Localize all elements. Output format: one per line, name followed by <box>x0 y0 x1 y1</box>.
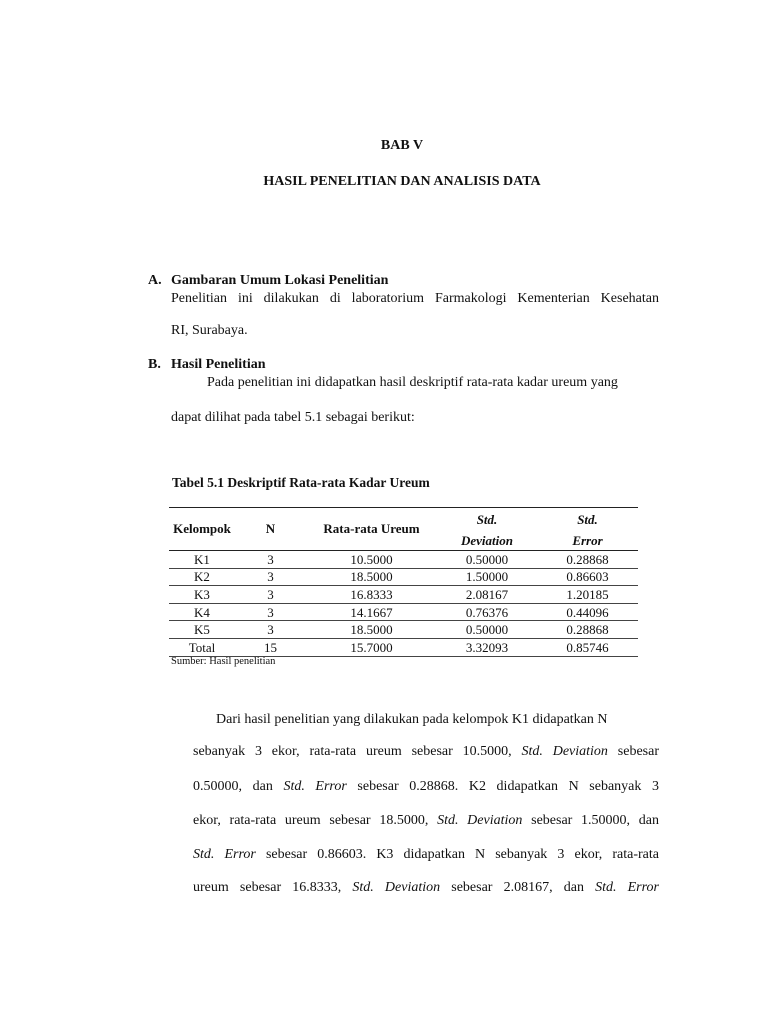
cell-kelompok: K4 <box>169 603 235 621</box>
header-mean: Rata-rata Ureum <box>323 521 420 536</box>
cell-n: 3 <box>235 551 306 569</box>
cell-std-dev: 0.50000 <box>437 621 537 639</box>
cell-std-dev: 3.32093 <box>437 638 537 656</box>
paragraph-line-3: 0.50000, dan Std. Error sebesar 0.28868. K2 didapatkan N sebanyak 3 <box>193 779 659 794</box>
cell-n: 3 <box>235 603 306 621</box>
table-caption: Tabel 5.1 Deskriptif Rata-rata Kadar Ureum <box>172 475 430 490</box>
header-std-dev-1: Std. <box>476 511 498 527</box>
cell-std-dev: 2.08167 <box>437 586 537 604</box>
cell-mean: 18.5000 <box>306 621 437 639</box>
section-a-line-2: RI, Surabaya. <box>171 323 248 338</box>
table-row <box>169 551 638 569</box>
cell-kelompok: K1 <box>169 551 235 569</box>
section-b-title: Hasil Penelitian <box>171 357 266 372</box>
header-std-dev-2: Deviation <box>461 532 513 548</box>
cell-std-err: 0.28868 <box>537 621 638 639</box>
cell-mean: 15.7000 <box>306 638 437 656</box>
paragraph-line-1: Dari hasil penelitian yang dilakukan pada kelompok K1 didapatkan N <box>216 712 608 727</box>
table-row <box>169 603 638 621</box>
cell-std-err: 0.85746 <box>537 638 638 656</box>
cell-mean: 16.8333 <box>306 586 437 604</box>
section-b-line-1: Pada penelitian ini didapatkan hasil deskriptif rata-rata kadar ureum yang <box>207 375 618 390</box>
table-row-total <box>169 638 638 656</box>
header-std-err-1: Std. <box>577 511 598 527</box>
header-std-err-2: Error <box>572 532 603 548</box>
cell-mean: 10.5000 <box>306 551 437 569</box>
paragraph-line-5: Std. Error sebesar 0.86603. K3 didapatkan N sebanyak 3 ekor, rata-rata <box>193 847 659 862</box>
cell-std-dev: 1.50000 <box>437 568 537 586</box>
cell-n: 3 <box>235 568 306 586</box>
cell-std-dev: 0.50000 <box>437 551 537 569</box>
cell-n: 3 <box>235 621 306 639</box>
paragraph-line-2: sebanyak 3 ekor, rata-rata ureum sebesar 10.5000, Std. Deviation sebesar <box>193 744 659 759</box>
cell-kelompok: K5 <box>169 621 235 639</box>
section-b-line-2: dapat dilihat pada tabel 5.1 sebagai berikut: <box>171 410 415 425</box>
section-a-letter: A. <box>148 273 162 288</box>
header-kelompok: Kelompok <box>173 521 231 536</box>
cell-mean: 14.1667 <box>306 603 437 621</box>
section-b-letter: B. <box>148 357 161 372</box>
chapter-number: BAB V <box>380 138 424 153</box>
table-source: Sumber: Hasil penelitian <box>171 656 276 667</box>
section-a-line-1: Penelitian ini dilakukan di laboratorium Farmakologi Kementerian Kesehatan <box>171 291 659 306</box>
cell-std-err: 0.28868 <box>537 551 638 569</box>
table-row <box>169 586 638 604</box>
cell-kelompok: K3 <box>169 586 235 604</box>
cell-std-err: 1.20185 <box>537 586 638 604</box>
table-row <box>169 568 638 586</box>
ureum-table <box>169 507 638 657</box>
cell-n: 15 <box>235 638 306 656</box>
chapter-title: HASIL PENELITIAN DAN ANALISIS DATA <box>263 174 541 189</box>
cell-std-err: 0.44096 <box>537 603 638 621</box>
paragraph-line-4: ekor, rata-rata ureum sebesar 18.5000, Std. Deviation sebesar 1.50000, dan <box>193 813 659 828</box>
cell-std-dev: 0.76376 <box>437 603 537 621</box>
cell-std-err: 0.86603 <box>537 568 638 586</box>
paragraph-line-6: ureum sebesar 16.8333, Std. Deviation sebesar 2.08167, dan Std. Error <box>193 880 659 895</box>
table-row <box>169 621 638 639</box>
section-a-title: Gambaran Umum Lokasi Penelitian <box>171 273 389 288</box>
cell-mean: 18.5000 <box>306 568 437 586</box>
cell-kelompok: K2 <box>169 568 235 586</box>
cell-kelompok: Total <box>169 638 235 656</box>
cell-n: 3 <box>235 586 306 604</box>
header-n: N <box>265 521 276 536</box>
